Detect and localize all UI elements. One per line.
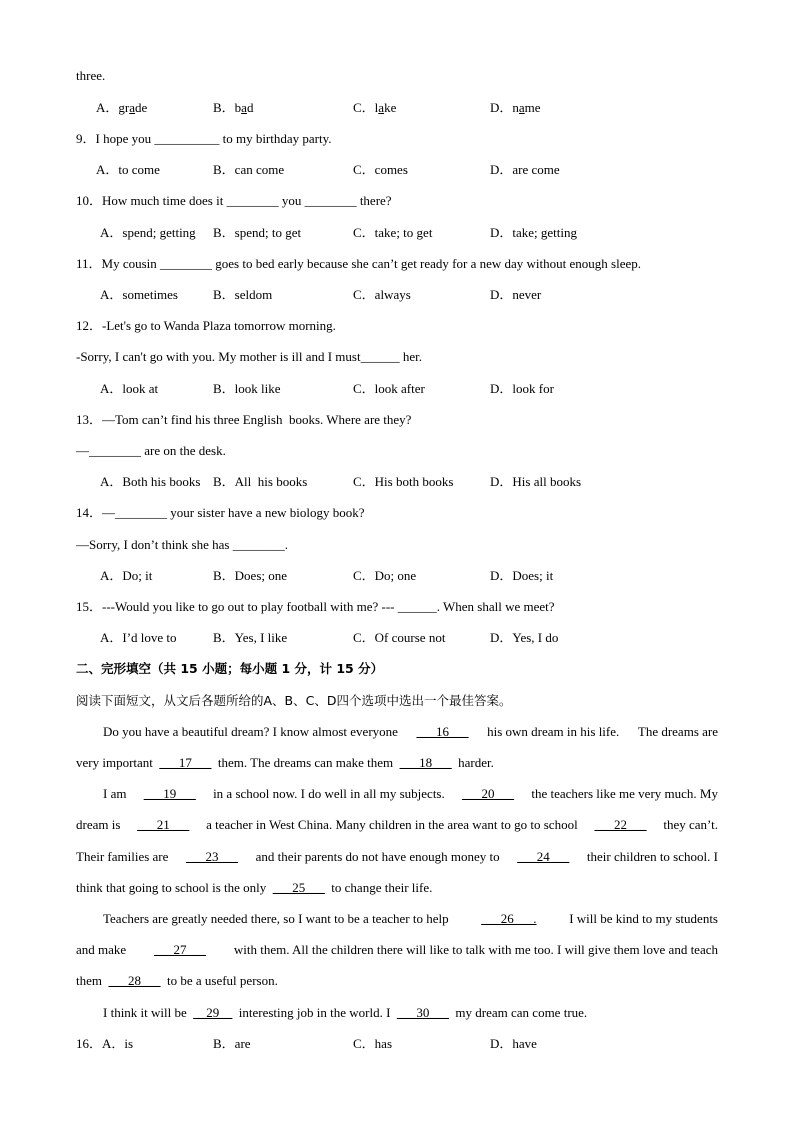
blank-21: ___21___ [137,817,190,832]
option-a: A．to come [96,162,160,177]
option-c: C．look after [353,381,425,396]
question-15-options [0,630,794,646]
option-d: D．take; getting [490,225,578,240]
question-11-stem: 11．My cousin ________ goes to bed early because she can’t get ready for a new day without enough sleep. [76,256,641,271]
question-12-stem: 12．-Let's go to Wanda Plaza tomorrow morning. [76,318,336,333]
blank-27: ___27___ [154,942,207,957]
question-14-stem: 14．—________ your sister have a new biology book? [76,505,365,520]
blank-19: ___19___ [143,786,196,801]
question-12-stem-reply: -Sorry, I can't go with you. My mother is ill and I must______ her. [76,349,422,364]
option-d: D．name [490,100,541,115]
passage-line: I am ___19___ in a school now. I do well in all my subjects. ___20___ the teachers like me very much. My [103,786,718,801]
option-b: B．Yes, I like [213,630,288,645]
blank-30: ___30___ [396,1005,449,1020]
blank-20: ___20___ [462,786,515,801]
option-b: B．All his books [213,474,308,489]
option-d: D．Does; it [490,568,554,583]
blank-16: ___16___ [416,724,469,739]
option-d: D．look for [490,381,554,396]
option-b: B．seldom [213,287,273,302]
option-c: C．take; to get [353,225,433,240]
option-d: D．never [490,287,542,302]
blank-17: ___17___ [159,755,212,770]
question-16-options [0,1036,794,1052]
blank-23: ___23___ [186,849,239,864]
option-a: A．grade [96,100,148,115]
option-c: C．Do; one [353,568,417,583]
passage-line: them ___28___ to be a useful person. [76,973,278,988]
passage-line: Teachers are greatly needed there, so I want to be a teacher to help ___26___. I will be kind to my students [103,911,718,926]
blank-18: ___18___ [399,755,452,770]
option-a: A．Both his books [100,474,201,489]
passage-line: I think it will be __29__ interesting job in the world. I ___30___ my dream can come true. [103,1005,588,1020]
option-c: C．always [353,287,411,302]
blank-26: ___26___. [481,911,537,926]
passage-line: think that going to school is the only ___25___ to change their life. [76,880,433,895]
passage-line: very important ___17___ them. The dreams can make them ___18___ harder. [76,755,494,770]
question-11-options [0,287,794,303]
option-b: B．Does; one [213,568,288,583]
option-c: C．comes [353,162,408,177]
option-b: B．can come [213,162,285,177]
option-b: B．are [213,1036,251,1051]
option-c: C．has [353,1036,393,1051]
question-13-options [0,474,794,490]
option-c: C．Of course not [353,630,446,645]
question-15-stem: 15．---Would you like to go out to play football with me? --- ______. When shall we meet? [76,599,555,614]
blank-29: __29__ [193,1005,233,1020]
option-c: C．His both books [353,474,454,489]
question-10-stem: 10．How much time does it ________ you ________ there? [76,193,392,208]
option-d: D．have [490,1036,537,1051]
blank-24: ___24___ [517,849,570,864]
blank-22: ___22___ [594,817,647,832]
question-9-stem: 9．I hope you __________ to my birthday party. [76,131,332,146]
passage-line: Do you have a beautiful dream? I know almost everyone ___16___ his own dream in his life. The dreams are [103,724,718,739]
option-c: C．lake [353,100,397,115]
option-d: D．His all books [490,474,582,489]
question-14-stem-reply: —Sorry, I don’t think she has ________. [76,537,288,552]
option-d: D．Yes, I do [490,630,559,645]
blank-25: ___25___ [272,880,325,895]
section-instruction: 阅读下面短文，从文后各题所给的A、B、C、D四个选项中选出一个最佳答案。 [76,693,512,708]
blank-28: ___28___ [108,973,161,988]
question-13-stem: 13．—Tom can’t find his three English books. Where are they? [76,412,412,427]
question-8-options [0,100,794,116]
section-heading: 二、完形填空（共 15 小题；每小题 1 分，计 15 分） [76,661,384,676]
option-a: A．Do; it [100,568,153,583]
question-10-options [0,225,794,241]
question-14-options [0,568,794,584]
option-b: B．look like [213,381,281,396]
option-b: B．bad [213,100,254,115]
question-13-stem-reply: —________ are on the desk. [76,443,226,458]
option-b: B．spend; to get [213,225,302,240]
passage-line: and make ___27___ with them. All the children there will like to talk with me too. I will give them love and teach [76,942,718,957]
passage-line: Their families are ___23___ and their parents do not have enough money to ___24___ their children to school. I [76,849,718,864]
option-a: A．sometimes [100,287,178,302]
question-8-tail: three. [76,68,106,83]
option-d: D．are come [490,162,560,177]
passage-line: dream is ___21___ a teacher in West China. Many children in the area want to go to school ___22___ they can’t. [76,817,718,832]
option-a: A．I’d love to [100,630,177,645]
option-a: A．spend; getting [100,225,196,240]
option-a: A．look at [100,381,159,396]
question-9-options [0,162,794,178]
option-a: 16．A．is [76,1036,134,1051]
question-12-options [0,381,794,397]
